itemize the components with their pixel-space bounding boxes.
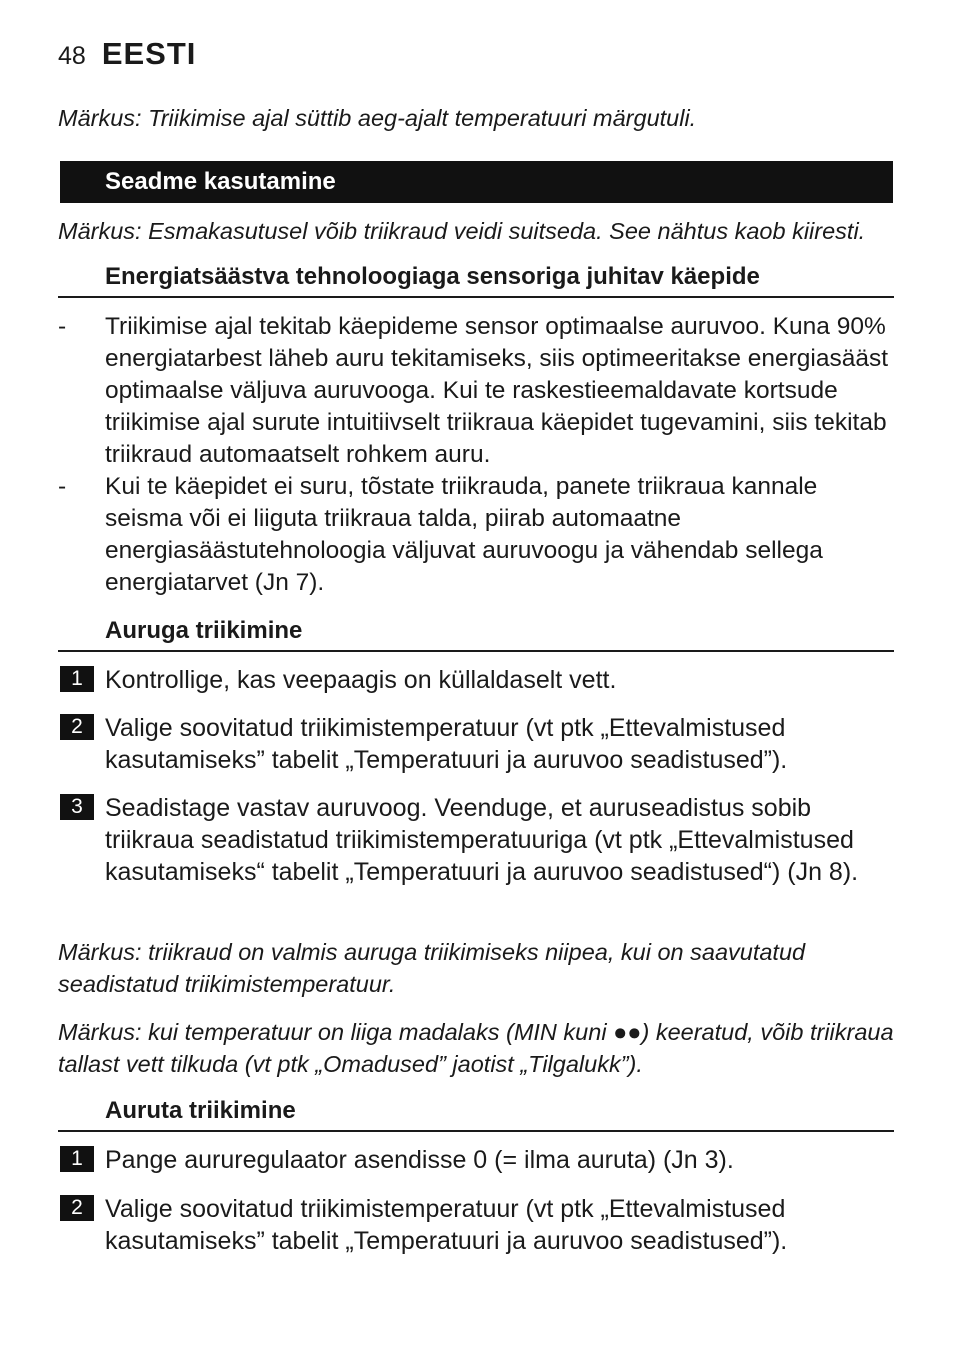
- step-number: 1: [60, 666, 94, 692]
- page-header: [58, 36, 196, 74]
- bullet-dash: -: [58, 313, 67, 340]
- step-item: [58, 792, 894, 920]
- note-steam-ready: Märkus: triikraud on valmis auruga triikimiseks niipea, kui on saavutatud seadistatud triikimistemperatuur.: [58, 939, 806, 997]
- subheading-energy-sensor: Energiatsäästva tehnoloogiaga sensoriga juhitav käepide: [58, 260, 894, 298]
- step-text: Pange aururegulaator asendisse 0 (= ilma auruta) (Jn 3).: [105, 1146, 734, 1174]
- step-number: 2: [60, 1195, 94, 1221]
- step-text: Valige soovitatud triikimistemperatuur (vt ptk „Ettevalmistused kasutamiseks” tabelit „Temperatuuri ja auruvoo seadistused”).: [105, 714, 788, 774]
- step-item: [58, 664, 894, 696]
- note-first-use: Märkus: Esmakasutusel võib triikraud veidi suitseda. See nähtus kaob kiiresti.: [58, 218, 866, 244]
- subheading-dry-ironing: Auruta triikimine: [58, 1094, 894, 1132]
- step-text: Kontrollige, kas veepaagis on küllaldaselt vett.: [105, 666, 617, 694]
- step-text: Seadistage vastav auruvoog. Veenduge, et auruseadistus sobib triikraua seadistatud triikimistemperatuuriga (vt ptk „Ettevalmistused kasutamiseks“ tabelit „Temperatuuri ja auruvoo seadistused“) (Jn 8).: [105, 794, 859, 886]
- bullet-dash: -: [58, 473, 67, 500]
- list-item: [58, 311, 894, 471]
- step-number: 1: [60, 1146, 94, 1172]
- subheading-steam-ironing: Auruga triikimine: [58, 614, 894, 652]
- note-low-temperature: Märkus: kui temperatuur on liiga madalaks (MIN kuni ●●) keeratud, võib triikraua tallast vett tilkuda (vt ptk „Omadused” jaotist „Tilgalukk”).: [58, 1019, 894, 1077]
- language-title: EESTI: [101, 36, 197, 71]
- step-text: Valige soovitatud triikimistemperatuur (vt ptk „Ettevalmistused kasutamiseks” tabelit „Temperatuuri ja auruvoo seadistused”).: [105, 1195, 788, 1255]
- step-item: [58, 712, 894, 776]
- note-temperature-light: Märkus: Triikimise ajal süttib aeg-ajalt temperatuuri märgutuli.: [58, 105, 697, 131]
- step-item: [58, 1144, 894, 1176]
- step-item: [58, 1193, 894, 1257]
- step-number: 2: [60, 714, 94, 740]
- bullet-text: Triikimise ajal tekitab käepideme sensor optimaalse auruvoo. Kuna 90% energiatarbest läheb auru tekitamiseks, siis optimeeritakse energiasääst optimaalse väljuva auruvooga. Kui te raskestieemaldavate kortsude triikimise ajal surute intuitiivselt triikraua käepidet tugevamini, siis tekitab triikraud automaatselt rohkem auru.: [105, 313, 889, 468]
- bullet-text: Kui te käepidet ei suru, tõstate triikrauda, panete triikraua kannale seisma või ei liiguta triikraua talda, piirab automaatne energiasäästutehnoloogia väljuvat auruvoogu ja vähendab sellega energiatarvet (Jn 7).: [105, 473, 823, 596]
- page-number: 48: [58, 42, 86, 70]
- step-number: 3: [60, 794, 94, 820]
- section-title: Seadme kasutamine: [105, 168, 336, 195]
- section-banner: [60, 161, 893, 203]
- list-item: [58, 471, 894, 599]
